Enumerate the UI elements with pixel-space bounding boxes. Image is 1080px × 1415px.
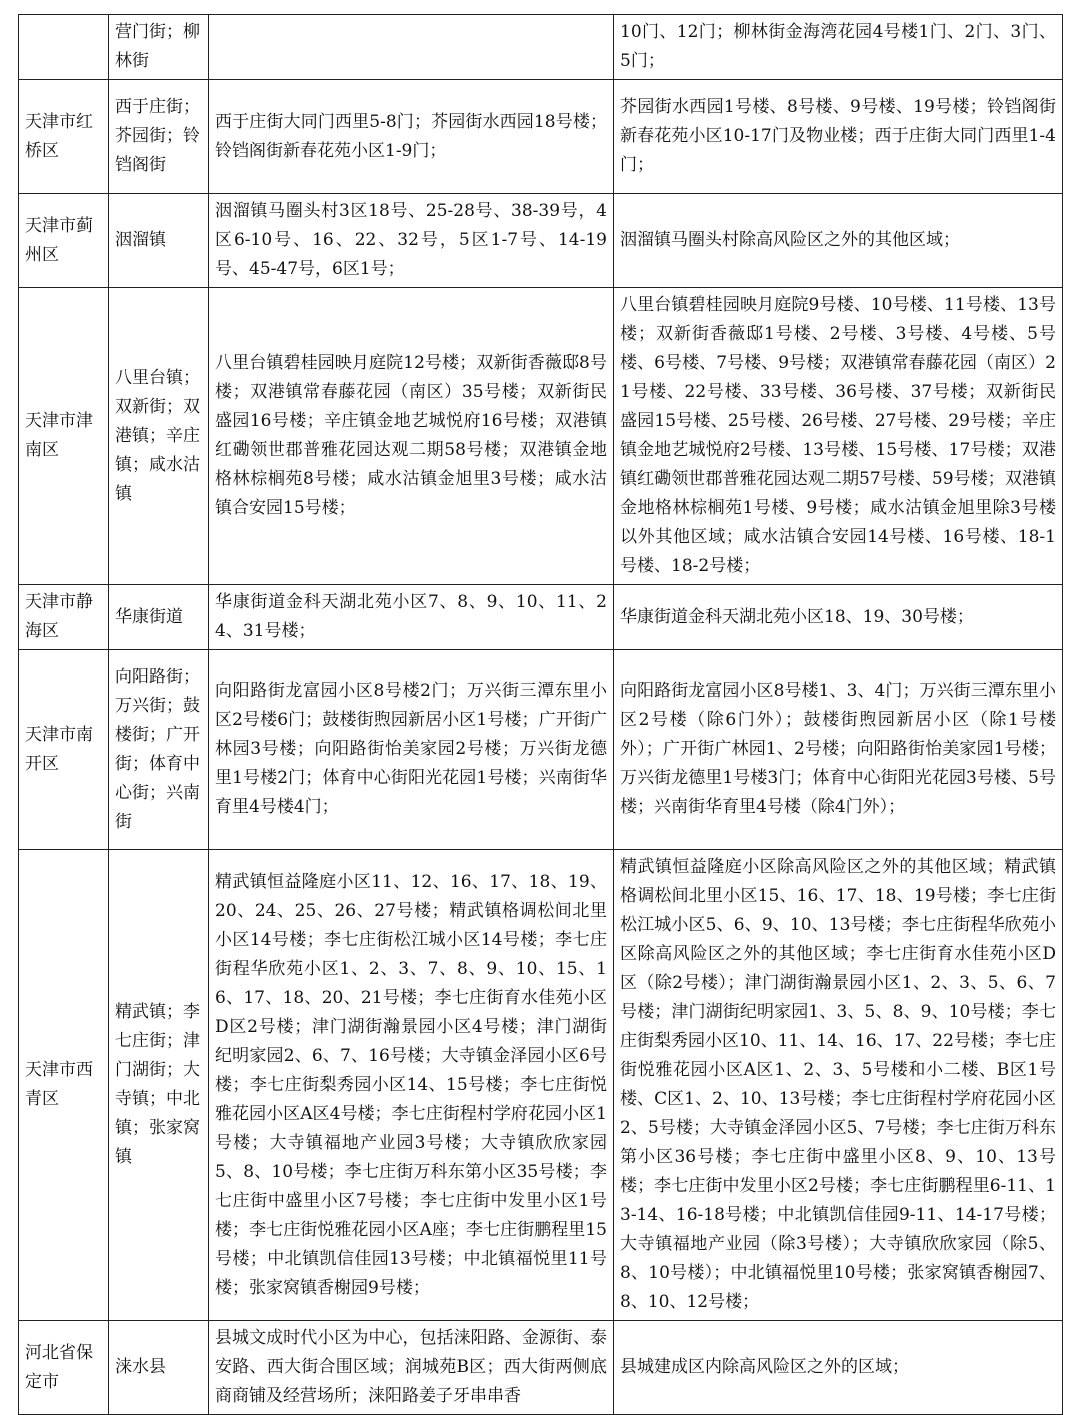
table-row: [19, 194, 1063, 288]
table-row: [19, 80, 1063, 194]
risk-area-table: [18, 14, 1063, 1415]
table-row: [19, 650, 1063, 850]
table-row: [19, 288, 1063, 585]
high-risk-cell: 洇溜镇马圈头村3区18号、25-28号、38-39号，4区6-10号、16、22、32号，5区1-7号、14-19号、45-47号，6区1号；: [209, 194, 614, 288]
street-cell: 精武镇；李七庄街；津门湖街；大寺镇；中北镇；张家窝镇: [109, 850, 209, 1321]
high-risk-cell: [209, 15, 614, 80]
street-cell: 华康街道: [109, 585, 209, 650]
medium-risk-cell: 八里台镇碧桂园映月庭院9号楼、10号楼、11号楼、13号楼；双新街香薇邸1号楼、2号楼、3号楼、4号楼、5号楼、6号楼、7号楼、9号楼；双港镇常春藤花园（南区）21号楼、22号楼、33号楼、36号楼、37号楼；双新街民盛园15号楼、25号楼、26号楼、27号楼、29号楼；辛庄镇金地艺城悦府2号楼、13号楼、15号楼、17号楼；双港镇红磡领世郡普雅花园达观二期57号楼、59号楼；双港镇金地格林棕榈苑1号楼、9号楼；咸水沽镇金旭里除3号楼以外其他区域；咸水沽镇合安园14号楼、16号楼、18-1号楼、18-2号楼；: [614, 288, 1063, 585]
city-cell: 天津市津南区: [19, 288, 109, 585]
city-cell: [19, 15, 109, 80]
street-cell: 向阳路街；万兴街；鼓楼街；广开街；体育中心街；兴南街: [109, 650, 209, 850]
street-cell: 涞水县: [109, 1321, 209, 1415]
table-row: [19, 1321, 1063, 1415]
table-row: [19, 585, 1063, 650]
high-risk-cell: 县城文成时代小区为中心，包括涞阳路、金源街、泰安路、西大街合围区域；润城苑B区；西大街两侧底商商铺及经营场所；涞阳路姜子牙串串香: [209, 1321, 614, 1415]
street-cell: 西于庄街；芥园街；铃铛阁街: [109, 80, 209, 194]
medium-risk-cell: 10门、12门；柳林街金海湾花园4号楼1门、2门、3门、5门；: [614, 15, 1063, 80]
city-cell: 天津市南开区: [19, 650, 109, 850]
medium-risk-cell: 华康街道金科天湖北苑小区18、19、30号楼；: [614, 585, 1063, 650]
city-cell: 天津市红桥区: [19, 80, 109, 194]
city-cell: 天津市静海区: [19, 585, 109, 650]
high-risk-cell: 华康街道金科天湖北苑小区7、8、9、10、11、24、31号楼；: [209, 585, 614, 650]
high-risk-cell: 精武镇恒益隆庭小区11、12、16、17、18、19、20、24、25、26、27号楼；精武镇格调松间北里小区14号楼；李七庄街松江城小区14号楼；李七庄街程华欣苑小区1、2、3、7、8、9、10、15、16、17、18、20、21号楼；李七庄街育水佳苑小区D区2号楼；津门湖街瀚景园小区4号楼；津门湖街纪明家园2、6、7、16号楼；大寺镇金泽园小区6号楼；李七庄街梨秀园小区14、15号楼；李七庄街悦雅花园小区A区4号楼；李七庄街程村学府花园小区1号楼；大寺镇福地产业园3号楼；大寺镇欣欣家园5、8、10号楼；李七庄街万科东第小区35号楼；李七庄街中盛里小区7号楼；李七庄街中发里小区1号楼；李七庄街悦雅花园小区A座；李七庄街鹏程里15号楼；中北镇凯信佳园13号楼；中北镇福悦里11号楼；张家窝镇香榭园9号楼；: [209, 850, 614, 1321]
street-cell: 八里台镇；双新街；双港镇；辛庄镇；咸水沽镇: [109, 288, 209, 585]
table-row: [19, 15, 1063, 80]
city-cell: 天津市西青区: [19, 850, 109, 1321]
city-cell: 河北省保定市: [19, 1321, 109, 1415]
table-row: [19, 850, 1063, 1321]
street-cell: 营门街；柳林街: [109, 15, 209, 80]
medium-risk-cell: 向阳路街龙富园小区8号楼1、3、4门；万兴街三潭东里小区2号楼（除6门外）；鼓楼街煦园新居小区（除1号楼外）；广开街广林园1、2号楼；向阳路街怡美家园1号楼；万兴街龙德里1号楼3门；体育中心街阳光花园3号楼、5号楼；兴南街华育里4号楼（除4门外）；: [614, 650, 1063, 850]
medium-risk-cell: 芥园街水西园1号楼、8号楼、9号楼、19号楼；铃铛阁街新春花苑小区10-17门及物业楼；西于庄街大同门西里1-4门；: [614, 80, 1063, 194]
risk-area-document: [18, 14, 1063, 1415]
high-risk-cell: 西于庄街大同门西里5-8门；芥园街水西园18号楼；铃铛阁街新春花苑小区1-9门；: [209, 80, 614, 194]
high-risk-cell: 向阳路街龙富园小区8号楼2门；万兴街三潭东里小区2号楼6门；鼓楼街煦园新居小区1号楼；广开街广林园3号楼；向阳路街怡美家园2号楼；万兴街龙德里1号楼2门；体育中心街阳光花园1号楼；兴南街华育里4号楼4门；: [209, 650, 614, 850]
high-risk-cell: 八里台镇碧桂园映月庭院12号楼；双新街香薇邸8号楼；双港镇常春藤花园（南区）35号楼；双新街民盛园16号楼；辛庄镇金地艺城悦府16号楼；双港镇红磡领世郡普雅花园达观二期58号楼；双港镇金地格林棕榈苑8号楼；咸水沽镇金旭里3号楼；咸水沽镇合安园15号楼；: [209, 288, 614, 585]
medium-risk-cell: 洇溜镇马圈头村除高风险区之外的其他区域；: [614, 194, 1063, 288]
medium-risk-cell: 精武镇恒益隆庭小区除高风险区之外的其他区域；精武镇格调松间北里小区15、16、17、18、19号楼；李七庄街松江城小区5、6、9、10、13号楼；李七庄街程华欣苑小区除高风险区之外的其他区域；李七庄街育水佳苑小区D区（除2号楼）；津门湖街瀚景园小区1、2、3、5、6、7号楼；津门湖街纪明家园1、3、5、8、9、10号楼；李七庄街梨秀园小区10、11、14、16、17、22号楼；李七庄街悦雅花园小区A区1、2、3、5号楼和小二楼、B区1号楼、C区1、2、10、13号楼；李七庄街程村学府花园小区2、5号楼；大寺镇金泽园小区5、7号楼；李七庄街万科东第小区36号楼；李七庄街中盛里小区8、9、10、13号楼；李七庄街中发里小区2号楼；李七庄街鹏程里6-11、13-14、16-18号楼；中北镇凯信佳园9-11、14-17号楼；大寺镇福地产业园（除3号楼）；大寺镇欣欣家园（除5、8、10号楼）；中北镇福悦里10号楼；张家窝镇香榭园7、8、10、12号楼；: [614, 850, 1063, 1321]
medium-risk-cell: 县城建成区内除高风险区之外的区域；: [614, 1321, 1063, 1415]
street-cell: 洇溜镇: [109, 194, 209, 288]
city-cell: 天津市蓟州区: [19, 194, 109, 288]
